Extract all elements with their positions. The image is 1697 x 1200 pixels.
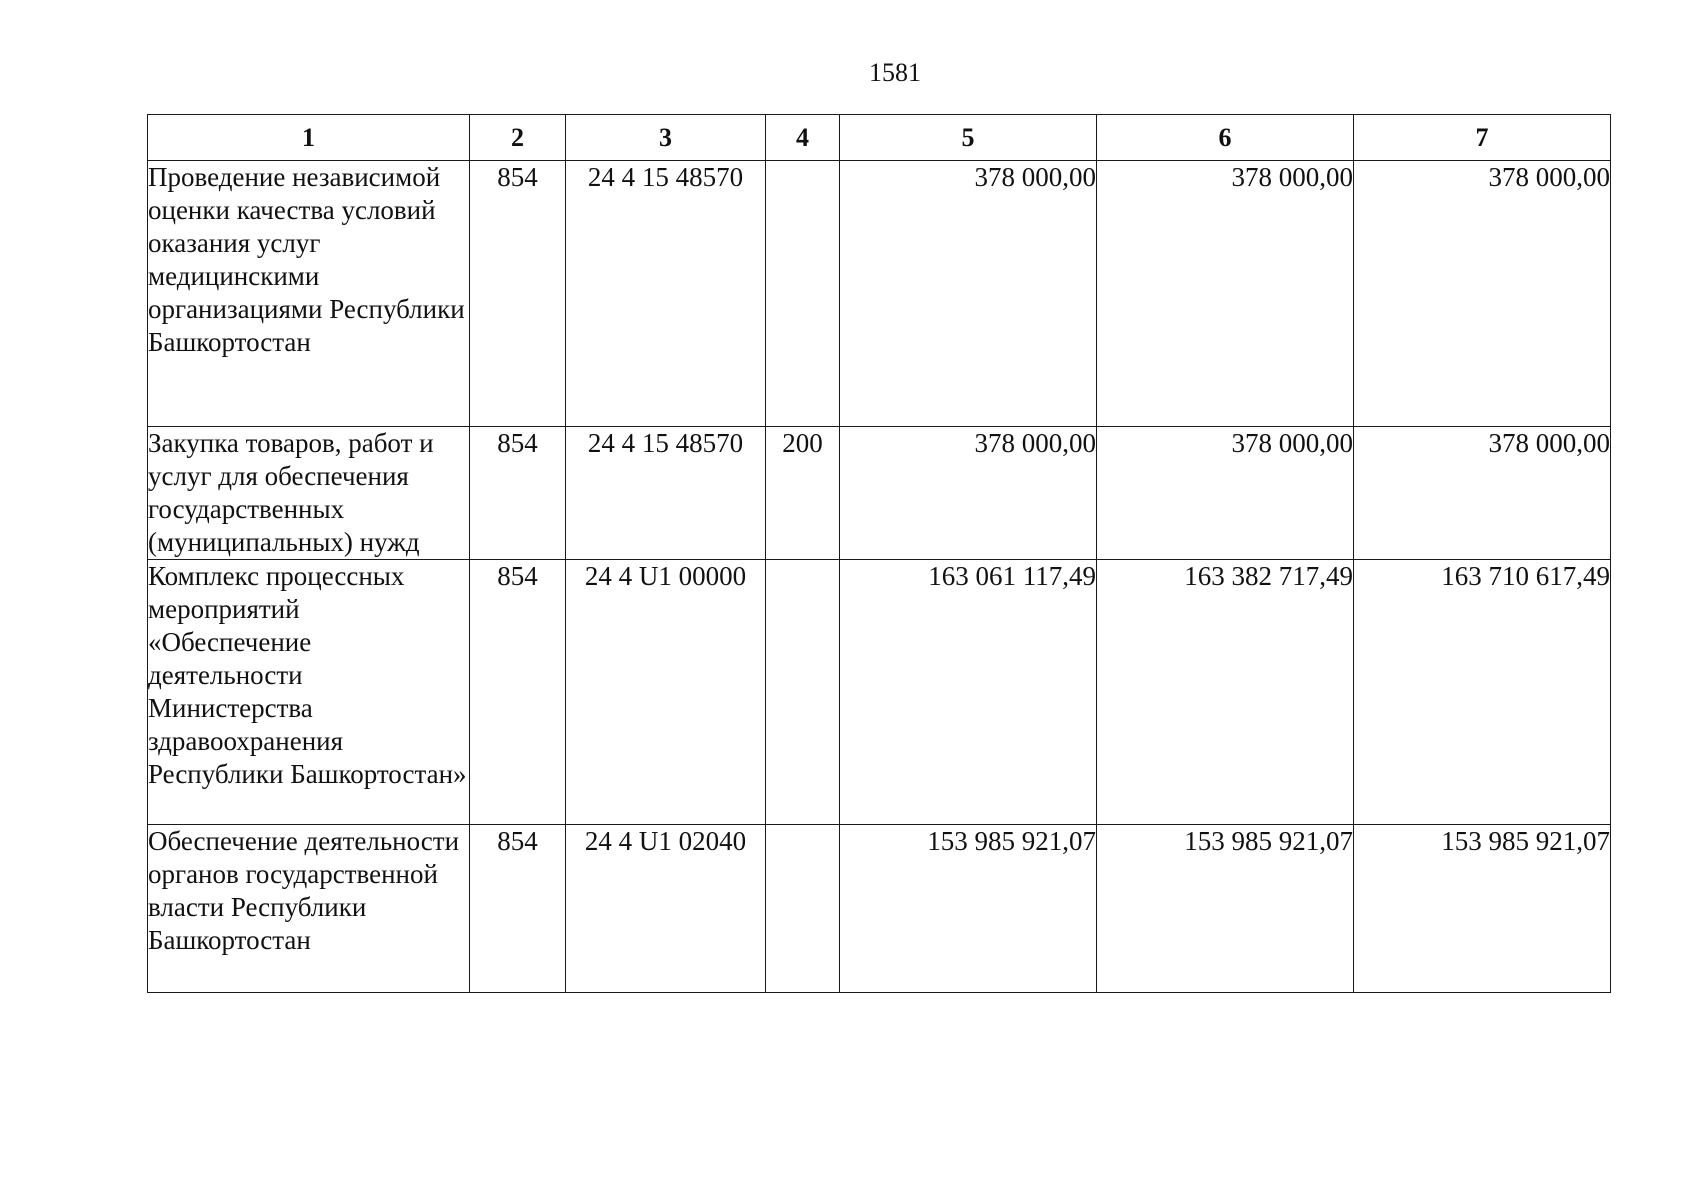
row-name: Закупка товаров, работ и услуг для обеспечения государственных (муниципальных) нужд [148, 427, 470, 560]
header-col-6: 6 [1097, 115, 1354, 161]
row-amount-col5: 153 985 921,07 [840, 825, 1097, 993]
row-target-code: 24 4 15 48570 [566, 427, 766, 560]
row-expense-type [766, 161, 840, 427]
row-ministry-code: 854 [470, 560, 566, 825]
page-number: 1581 [869, 58, 921, 87]
row-amount-col5: 378 000,00 [840, 427, 1097, 560]
header-col-4: 4 [766, 115, 840, 161]
row-amount-col5: 163 061 117,49 [840, 560, 1097, 825]
table-row [148, 427, 1611, 560]
row-amount-col7: 163 710 617,49 [1354, 560, 1611, 825]
header-col-5: 5 [840, 115, 1097, 161]
header-col-1: 1 [148, 115, 470, 161]
row-amount-col6: 378 000,00 [1097, 427, 1354, 560]
row-expense-type [766, 560, 840, 825]
budget-table [147, 114, 1611, 993]
row-ministry-code: 854 [470, 161, 566, 427]
header-row [148, 115, 1611, 161]
header-col-2: 2 [470, 115, 566, 161]
row-ministry-code: 854 [470, 427, 566, 560]
row-target-code: 24 4 U1 00000 [566, 560, 766, 825]
row-amount-col5: 378 000,00 [840, 161, 1097, 427]
row-ministry-code: 854 [470, 825, 566, 993]
row-amount-col7: 378 000,00 [1354, 427, 1611, 560]
row-target-code: 24 4 U1 02040 [566, 825, 766, 993]
row-amount-col6: 378 000,00 [1097, 161, 1354, 427]
row-amount-col6: 163 382 717,49 [1097, 560, 1354, 825]
table-row [148, 161, 1611, 427]
header-col-3: 3 [566, 115, 766, 161]
row-amount-col6: 153 985 921,07 [1097, 825, 1354, 993]
row-amount-col7: 378 000,00 [1354, 161, 1611, 427]
row-amount-col7: 153 985 921,07 [1354, 825, 1611, 993]
header-col-7: 7 [1354, 115, 1611, 161]
row-expense-type: 200 [766, 427, 840, 560]
row-target-code: 24 4 15 48570 [566, 161, 766, 427]
table-row [148, 825, 1611, 993]
row-expense-type [766, 825, 840, 993]
table-row [148, 560, 1611, 825]
row-name: Обеспечение деятельности органов государственной власти Республики Башкортостан [148, 825, 470, 993]
row-name: Комплекс процессных мероприятий «Обеспечение деятельности Министерства здравоохранения Республики Башкортостан» [148, 560, 470, 825]
row-name: Проведение независимой оценки качества условий оказания услуг медицинскими организациями Республики Башкортостан [148, 161, 470, 427]
